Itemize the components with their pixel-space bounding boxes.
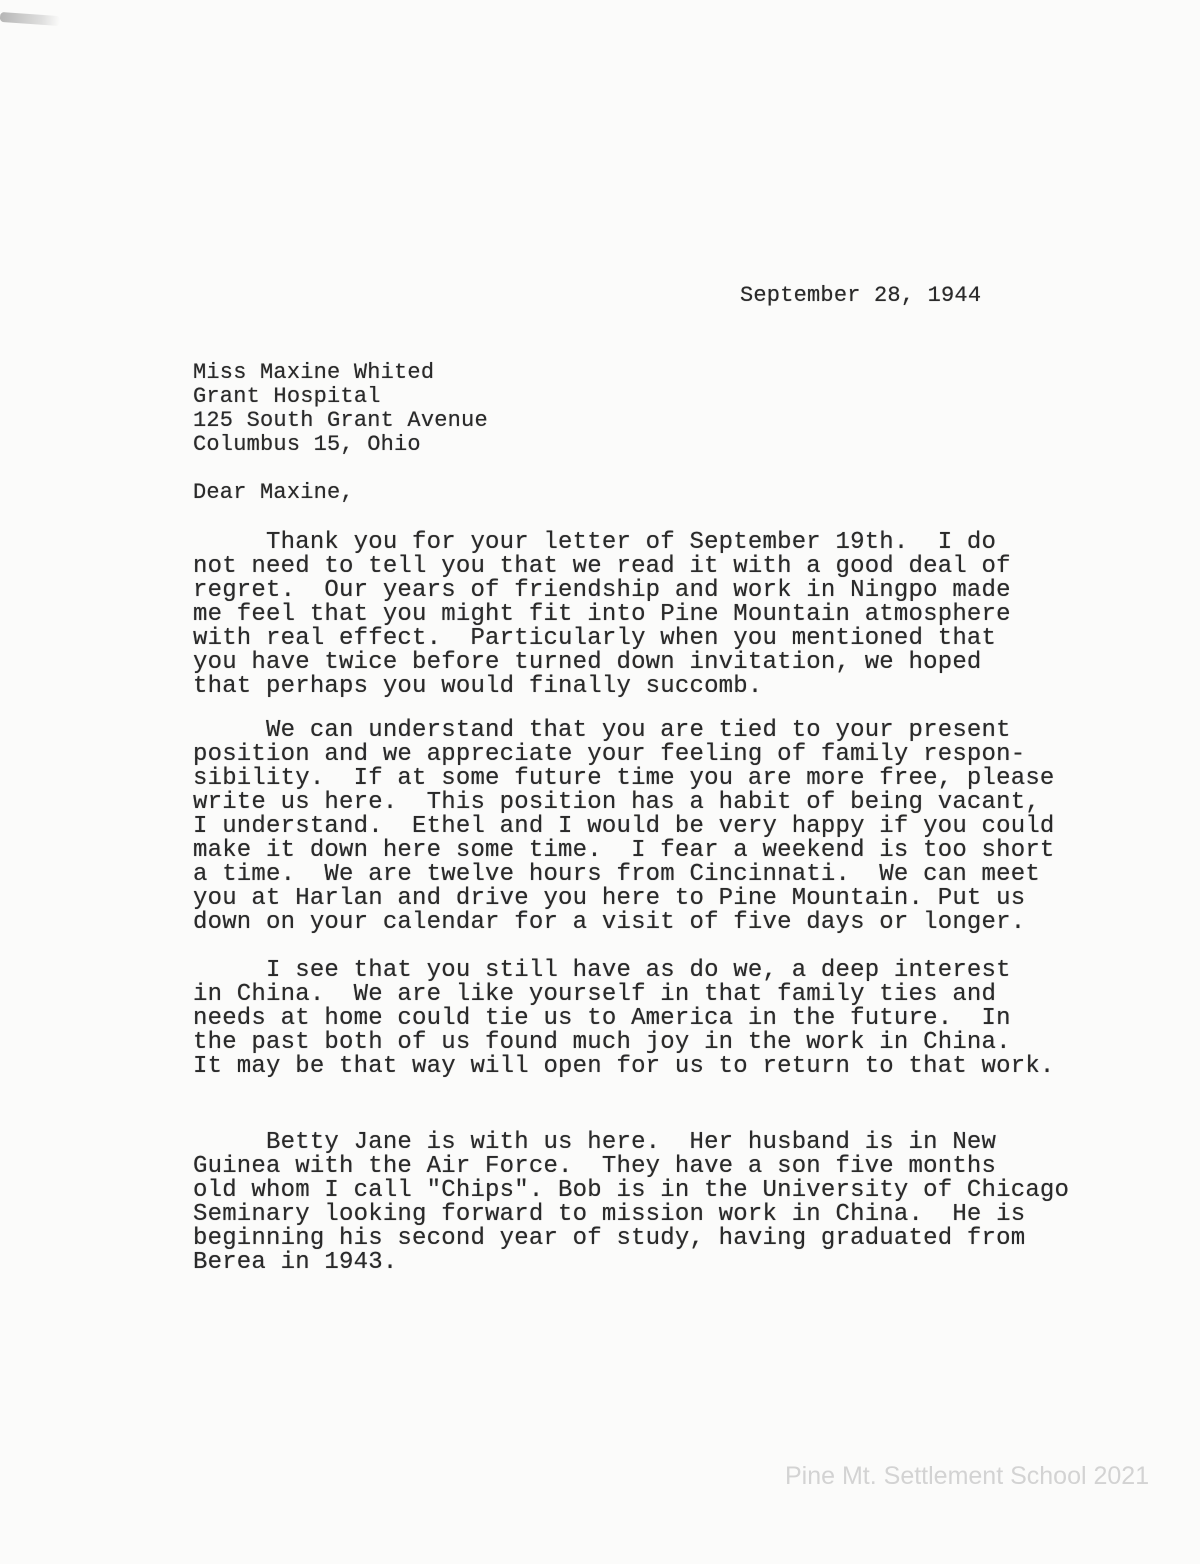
text-line: It may be that way will open for us to return to that work. xyxy=(193,1053,1055,1080)
text-line: We can understand that you are tied to your present xyxy=(193,717,1011,744)
text-line: needs at home could tie us to America in the future. In xyxy=(193,1005,1011,1032)
letter-date: September 28, 1944 xyxy=(740,283,982,308)
text-line: that perhaps you would finally succomb. xyxy=(193,673,763,700)
text-line: me feel that you might fit into Pine Mountain atmosphere xyxy=(193,601,1011,628)
text-line: with real effect. Particularly when you mentioned that xyxy=(193,625,997,652)
address-line: Miss Maxine Whited xyxy=(193,360,435,385)
salutation: Dear Maxine, xyxy=(193,480,354,505)
text-line: I understand. Ethel and I would be very happy if you could xyxy=(193,813,1055,840)
text-line: position and we appreciate your feeling of family respon- xyxy=(193,741,1026,768)
text-line: you have twice before turned down invitation, we hoped xyxy=(193,649,982,676)
text-line: not need to tell you that we read it with a good deal of xyxy=(193,553,1011,580)
text-line: down on your calendar for a visit of five days or longer. xyxy=(193,909,1026,936)
text-line: write us here. This position has a habit of being vacant, xyxy=(193,789,1040,816)
paragraph-3 xyxy=(193,959,1055,1079)
text-line: beginning his second year of study, having graduated from xyxy=(193,1225,1026,1252)
text-line: make it down here some time. I fear a weekend is too short xyxy=(193,837,1055,864)
address-line: Columbus 15, Ohio xyxy=(193,432,421,457)
text-line: in China. We are like yourself in that family ties and xyxy=(193,981,997,1008)
address-line: Grant Hospital xyxy=(193,384,381,409)
text-line: regret. Our years of friendship and work in Ningpo made xyxy=(193,577,1011,604)
paragraph-1 xyxy=(193,531,1011,699)
text-line: Thank you for your letter of September 19th. I do xyxy=(193,529,997,556)
text-line: I see that you still have as do we, a deep interest xyxy=(193,957,1011,984)
watermark: Pine Mt. Settlement School 2021 xyxy=(785,1462,1150,1490)
text-line: Berea in 1943. xyxy=(193,1249,398,1276)
text-line: Betty Jane is with us here. Her husband is in New xyxy=(193,1129,997,1156)
text-line: a time. We are twelve hours from Cincinnati. We can meet xyxy=(193,861,1040,888)
recipient-address xyxy=(193,361,488,457)
address-line: 125 South Grant Avenue xyxy=(193,408,488,433)
text-line: old whom I call "Chips". Bob is in the University of Chicago xyxy=(193,1177,1070,1204)
text-line: sibility. If at some future time you are more free, please xyxy=(193,765,1055,792)
scan-smudge xyxy=(0,12,60,26)
paragraph-2 xyxy=(193,719,1055,935)
paragraph-4 xyxy=(193,1131,1069,1275)
text-line: Guinea with the Air Force. They have a son five months xyxy=(193,1153,997,1180)
text-line: the past both of us found much joy in the work in China. xyxy=(193,1029,1011,1056)
text-line: Seminary looking forward to mission work in China. He is xyxy=(193,1201,1026,1228)
text-line: you at Harlan and drive you here to Pine Mountain. Put us xyxy=(193,885,1026,912)
